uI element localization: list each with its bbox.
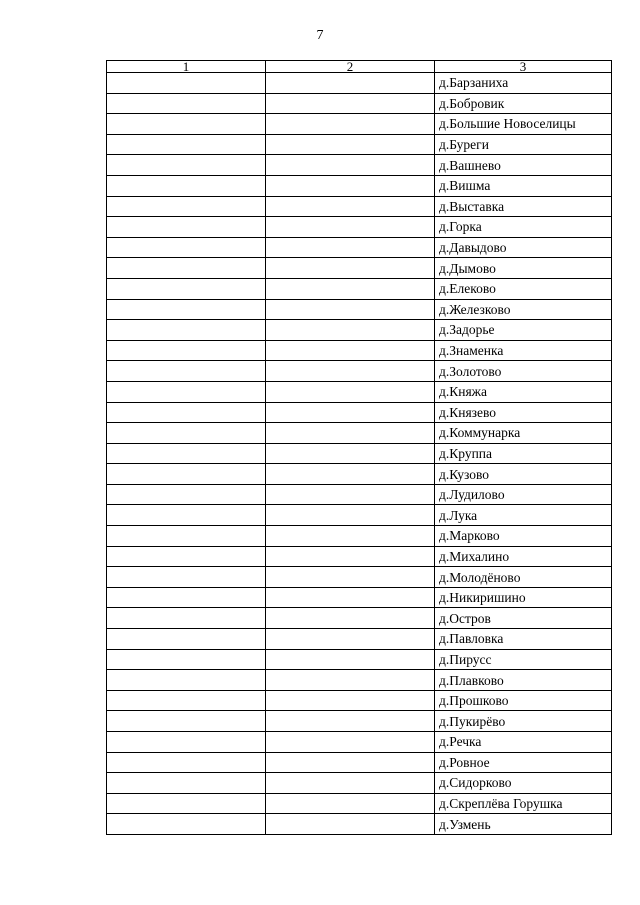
column-1-cell xyxy=(107,134,266,155)
column-1-cell xyxy=(107,711,266,732)
table-row xyxy=(107,155,612,176)
table-row xyxy=(107,258,612,279)
column-2-cell xyxy=(266,217,435,238)
table-row xyxy=(107,196,612,217)
column-header: 3 xyxy=(435,61,612,73)
settlement-name-cell: д.Княжа xyxy=(435,381,612,402)
settlement-name-cell: д.Большие Новоселицы xyxy=(435,114,612,135)
column-2-cell xyxy=(266,567,435,588)
column-1-cell xyxy=(107,237,266,258)
settlement-name-cell: д.Скреплёва Горушка xyxy=(435,793,612,814)
settlements-table xyxy=(106,60,612,835)
settlement-name-cell: д.Лука xyxy=(435,505,612,526)
column-2-cell xyxy=(266,690,435,711)
column-1-cell xyxy=(107,505,266,526)
column-1-cell xyxy=(107,484,266,505)
column-2-cell xyxy=(266,526,435,547)
column-1-cell xyxy=(107,423,266,444)
column-1-cell xyxy=(107,361,266,382)
column-2-cell xyxy=(266,340,435,361)
column-2-cell xyxy=(266,278,435,299)
settlement-name-cell: д.Сидорково xyxy=(435,773,612,794)
column-1-cell xyxy=(107,752,266,773)
settlement-name-cell: д.Буреги xyxy=(435,134,612,155)
settlement-name-cell: д.Железково xyxy=(435,299,612,320)
column-2-cell xyxy=(266,443,435,464)
column-1-cell xyxy=(107,793,266,814)
page-number: 7 xyxy=(316,28,324,43)
table-row xyxy=(107,670,612,691)
column-2-cell xyxy=(266,258,435,279)
column-2-cell xyxy=(266,752,435,773)
column-1-cell xyxy=(107,587,266,608)
table-row xyxy=(107,629,612,650)
column-2-cell xyxy=(266,175,435,196)
table-row xyxy=(107,732,612,753)
settlement-name-cell: д.Давыдово xyxy=(435,237,612,258)
column-2-cell xyxy=(266,484,435,505)
column-1-cell xyxy=(107,464,266,485)
column-1-cell xyxy=(107,196,266,217)
column-2-cell xyxy=(266,711,435,732)
settlement-name-cell: д.Горка xyxy=(435,217,612,238)
table-row xyxy=(107,114,612,135)
table-row xyxy=(107,608,612,629)
column-1-cell xyxy=(107,629,266,650)
table-row xyxy=(107,73,612,94)
column-header: 1 xyxy=(107,61,266,73)
column-1-cell xyxy=(107,175,266,196)
settlement-name-cell: д.Плавково xyxy=(435,670,612,691)
column-2-cell xyxy=(266,93,435,114)
column-2-cell xyxy=(266,423,435,444)
column-2-cell xyxy=(266,196,435,217)
column-1-cell xyxy=(107,649,266,670)
column-2-cell xyxy=(266,793,435,814)
table-row xyxy=(107,484,612,505)
settlement-name-cell: д.Пирусс xyxy=(435,649,612,670)
table-row xyxy=(107,773,612,794)
settlement-name-cell: д.Вишма xyxy=(435,175,612,196)
settlement-name-cell: д.Бобровик xyxy=(435,93,612,114)
table-row xyxy=(107,814,612,835)
table-row xyxy=(107,175,612,196)
table-row xyxy=(107,649,612,670)
table-row xyxy=(107,464,612,485)
settlement-name-cell: д.Молодёново xyxy=(435,567,612,588)
settlement-name-cell: д.Узмень xyxy=(435,814,612,835)
column-1-cell xyxy=(107,93,266,114)
column-header: 2 xyxy=(266,61,435,73)
column-2-cell xyxy=(266,402,435,423)
column-1-cell xyxy=(107,217,266,238)
column-1-cell xyxy=(107,690,266,711)
column-1-cell xyxy=(107,567,266,588)
table-row xyxy=(107,134,612,155)
table-row xyxy=(107,299,612,320)
table-row xyxy=(107,217,612,238)
settlement-name-cell: д.Задорье xyxy=(435,320,612,341)
settlement-name-cell: д.Дымово xyxy=(435,258,612,279)
table-row xyxy=(107,237,612,258)
table-row xyxy=(107,567,612,588)
table-row xyxy=(107,587,612,608)
settlement-name-cell: д.Прошково xyxy=(435,690,612,711)
column-2-cell xyxy=(266,237,435,258)
table-row xyxy=(107,752,612,773)
column-1-cell xyxy=(107,73,266,94)
settlement-name-cell: д.Круппа xyxy=(435,443,612,464)
column-2-cell xyxy=(266,73,435,94)
table-row xyxy=(107,402,612,423)
table-row xyxy=(107,690,612,711)
settlement-name-cell: д.Кузово xyxy=(435,464,612,485)
column-2-cell xyxy=(266,134,435,155)
column-1-cell xyxy=(107,773,266,794)
settlement-name-cell: д.Михалино xyxy=(435,546,612,567)
table-row xyxy=(107,278,612,299)
table-row xyxy=(107,505,612,526)
column-2-cell xyxy=(266,114,435,135)
table-row xyxy=(107,93,612,114)
settlement-name-cell: д.Князево xyxy=(435,402,612,423)
column-2-cell xyxy=(266,361,435,382)
settlement-name-cell: д.Марково xyxy=(435,526,612,547)
table-row xyxy=(107,793,612,814)
settlement-name-cell: д.Барзаниха xyxy=(435,73,612,94)
column-1-cell xyxy=(107,258,266,279)
settlement-name-cell: д.Вашнево xyxy=(435,155,612,176)
column-1-cell xyxy=(107,814,266,835)
column-2-cell xyxy=(266,381,435,402)
column-2-cell xyxy=(266,155,435,176)
column-2-cell xyxy=(266,670,435,691)
column-1-cell xyxy=(107,340,266,361)
settlement-name-cell: д.Пукирёво xyxy=(435,711,612,732)
table-row xyxy=(107,711,612,732)
table-row xyxy=(107,423,612,444)
column-2-cell xyxy=(266,587,435,608)
settlement-name-cell: д.Речка xyxy=(435,732,612,753)
column-2-cell xyxy=(266,546,435,567)
column-2-cell xyxy=(266,649,435,670)
settlement-name-cell: д.Знаменка xyxy=(435,340,612,361)
settlement-name-cell: д.Елеково xyxy=(435,278,612,299)
column-1-cell xyxy=(107,381,266,402)
table-row xyxy=(107,361,612,382)
column-2-cell xyxy=(266,608,435,629)
settlement-name-cell: д.Золотово xyxy=(435,361,612,382)
table-row xyxy=(107,381,612,402)
settlement-name-cell: д.Павловка xyxy=(435,629,612,650)
column-2-cell xyxy=(266,299,435,320)
column-1-cell xyxy=(107,320,266,341)
column-1-cell xyxy=(107,670,266,691)
settlement-name-cell: д.Лудилово xyxy=(435,484,612,505)
column-1-cell xyxy=(107,402,266,423)
column-2-cell xyxy=(266,320,435,341)
table-row xyxy=(107,526,612,547)
column-1-cell xyxy=(107,278,266,299)
column-1-cell xyxy=(107,732,266,753)
column-2-cell xyxy=(266,773,435,794)
column-1-cell xyxy=(107,443,266,464)
column-1-cell xyxy=(107,608,266,629)
column-2-cell xyxy=(266,814,435,835)
table-row xyxy=(107,443,612,464)
table-header-row xyxy=(107,61,612,73)
column-2-cell xyxy=(266,732,435,753)
settlement-name-cell: д.Остров xyxy=(435,608,612,629)
settlement-name-cell: д.Коммунарка xyxy=(435,423,612,444)
column-1-cell xyxy=(107,299,266,320)
column-2-cell xyxy=(266,629,435,650)
table-row xyxy=(107,546,612,567)
settlement-name-cell: д.Выставка xyxy=(435,196,612,217)
column-2-cell xyxy=(266,464,435,485)
table-row xyxy=(107,340,612,361)
settlement-name-cell: д.Никиришино xyxy=(435,587,612,608)
column-2-cell xyxy=(266,505,435,526)
settlement-name-cell: д.Ровное xyxy=(435,752,612,773)
column-1-cell xyxy=(107,114,266,135)
column-1-cell xyxy=(107,526,266,547)
column-1-cell xyxy=(107,546,266,567)
column-1-cell xyxy=(107,155,266,176)
table-row xyxy=(107,320,612,341)
